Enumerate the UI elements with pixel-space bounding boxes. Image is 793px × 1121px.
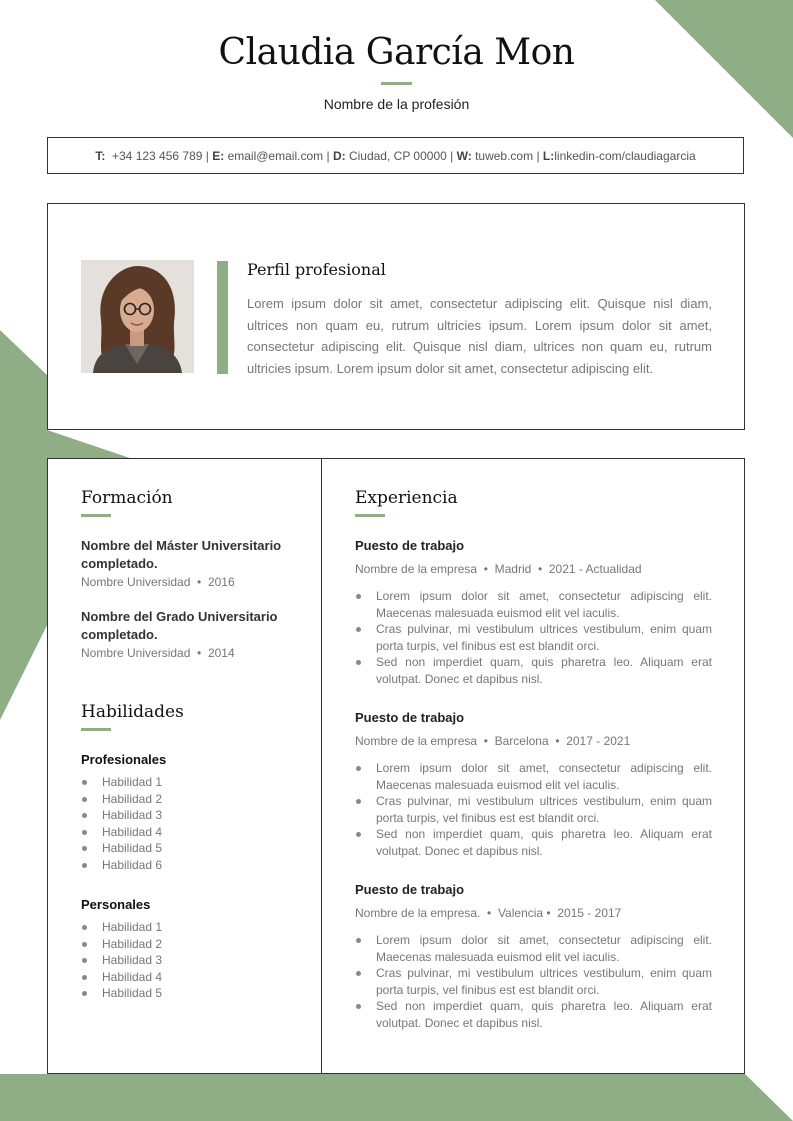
email-value: email@email.com [227, 148, 324, 163]
column-divider [321, 459, 322, 1073]
professional-skills-heading: Profesionales [81, 752, 167, 767]
person-name: Claudia García Mon [218, 32, 575, 73]
job-bullet: Lorem ipsum dolor sit amet, consectetur adipiscing elit. Maecenas malesuada euismod elit vel iaculis. [355, 760, 712, 793]
job-meta: Nombre de la empresa. • Valencia • 2015 - 2017 [355, 906, 622, 920]
profile-photo [81, 260, 194, 373]
job-bullets [355, 588, 712, 687]
skill-item: Habilidad 6 [81, 857, 162, 874]
job-position: Puesto de trabajo [355, 538, 465, 553]
email-label: E: [212, 148, 225, 163]
job-position: Puesto de trabajo [355, 882, 465, 897]
education-heading: Formación [81, 488, 173, 508]
contact-separator: | [205, 148, 209, 163]
company-name: Nombre de la empresa [355, 562, 478, 576]
skill-item: Habilidad 3 [81, 952, 162, 969]
experience-heading: Experiencia [355, 488, 458, 508]
profile-summary: Lorem ipsum dolor sit amet, consectetur adipiscing elit. Quisque nisl diam, ultrices non quam eu, rutrum ultricies ipsum. Lorem ipsum dolor sit amet, consectetur adipiscing elit. Quisque nisl diam, ultrices non quam eu, rutrum ultricies ipsum. Lorem ipsum dolor sit amet, consectetur adipiscing elit. [247, 296, 712, 376]
job-period: 2017 - 2021 [566, 734, 631, 748]
name-underline [381, 82, 412, 85]
linkedin-label: L: [542, 148, 555, 163]
graduation-year: 2016 [207, 575, 235, 589]
job-bullet: Cras pulvinar, mi vestibulum ultrices vestibulum, enim quam porta turpis, vel finibus est est blandit orci. [355, 965, 712, 998]
contact-bar [47, 137, 744, 174]
job-period: 2015 - 2017 [557, 906, 622, 920]
contact-line [95, 149, 695, 163]
profession-title: Nombre de la profesión [323, 96, 470, 112]
address-value: Ciudad, CP 00000 [348, 148, 447, 163]
job-city: Barcelona [494, 734, 549, 748]
job-bullet: Sed non imperdiet quam, quis pharetra leo. Aliquam erat volutpat. Donec et dapibus nisl. [355, 654, 712, 687]
job-city: Valencia [497, 906, 544, 920]
job-period: 2021 - Actualidad [548, 562, 642, 576]
job-bullets [355, 760, 712, 859]
skills-heading: Habilidades [81, 702, 184, 722]
phone-value: +34 123 456 789 [112, 148, 203, 163]
web-value: tuweb.com [475, 148, 534, 163]
skill-item: Habilidad 3 [81, 807, 162, 824]
degree-name: Nombre del Grado Universitario completado. [81, 609, 278, 642]
phone-label: T: [95, 148, 106, 163]
skill-item: Habilidad 2 [81, 936, 162, 953]
education-item [81, 608, 296, 660]
job-bullet: Lorem ipsum dolor sit amet, consectetur adipiscing elit. Maecenas malesuada euismod elit vel iaculis. [355, 588, 712, 621]
job-meta: Nombre de la empresa • Madrid • 2021 - Actualidad [355, 562, 642, 576]
job-position: Puesto de trabajo [355, 710, 465, 725]
experience-underline [355, 514, 385, 517]
skill-item: Habilidad 5 [81, 985, 162, 1002]
skills-underline [81, 728, 111, 731]
bottom-triangle [0, 1074, 793, 1121]
contact-separator: | [450, 148, 454, 163]
job-bullet: Sed non imperdiet quam, quis pharetra leo. Aliquam erat volutpat. Donec et dapibus nisl. [355, 998, 712, 1031]
profile-heading: Perfil profesional [247, 260, 386, 279]
company-name: Nombre de la empresa [355, 734, 478, 748]
skill-item: Habilidad 1 [81, 919, 162, 936]
contact-separator: | [536, 148, 540, 163]
skill-item: Habilidad 5 [81, 840, 162, 857]
skill-item: Habilidad 4 [81, 824, 162, 841]
personal-skills-list [81, 919, 162, 1002]
address-label: D: [332, 148, 346, 163]
profile-section [47, 203, 745, 430]
contact-separator: | [326, 148, 330, 163]
job-entry [355, 538, 712, 687]
job-bullet: Cras pulvinar, mi vestibulum ultrices vestibulum, enim quam porta turpis, vel finibus est est blandit orci. [355, 621, 712, 654]
job-city: Madrid [494, 562, 532, 576]
web-label: W: [456, 148, 472, 163]
job-bullet: Lorem ipsum dolor sit amet, consectetur adipiscing elit. Maecenas malesuada euismod elit vel iaculis. [355, 932, 712, 965]
main-content [47, 458, 745, 1074]
job-bullet: Cras pulvinar, mi vestibulum ultrices vestibulum, enim quam porta turpis, vel finibus est est blandit orci. [355, 793, 712, 826]
skill-item: Habilidad 4 [81, 969, 162, 986]
profile-accent-bar [217, 261, 228, 374]
university-name: Nombre Universidad [81, 646, 191, 660]
university-name: Nombre Universidad [81, 575, 191, 589]
job-entry [355, 882, 712, 1031]
skill-item: Habilidad 1 [81, 774, 162, 791]
job-entry [355, 710, 712, 859]
linkedin-value: linkedin-com/claudiagarcia [554, 148, 696, 163]
education-item [81, 537, 296, 589]
job-bullet: Sed non imperdiet quam, quis pharetra leo. Aliquam erat volutpat. Donec et dapibus nisl. [355, 826, 712, 859]
company-name: Nombre de la empresa. [355, 906, 481, 920]
professional-skills-list [81, 774, 162, 873]
degree-meta: Nombre Universidad • 2016 [81, 575, 235, 589]
degree-meta: Nombre Universidad • 2014 [81, 646, 235, 660]
job-bullets [355, 932, 712, 1031]
graduation-year: 2014 [207, 646, 235, 660]
education-underline [81, 514, 111, 517]
portrait-illustration [81, 260, 194, 373]
skill-item: Habilidad 2 [81, 791, 162, 808]
degree-name: Nombre del Máster Universitario completado. [81, 538, 282, 571]
personal-skills-heading: Personales [81, 897, 151, 912]
job-meta: Nombre de la empresa • Barcelona • 2017 - 2021 [355, 734, 631, 748]
